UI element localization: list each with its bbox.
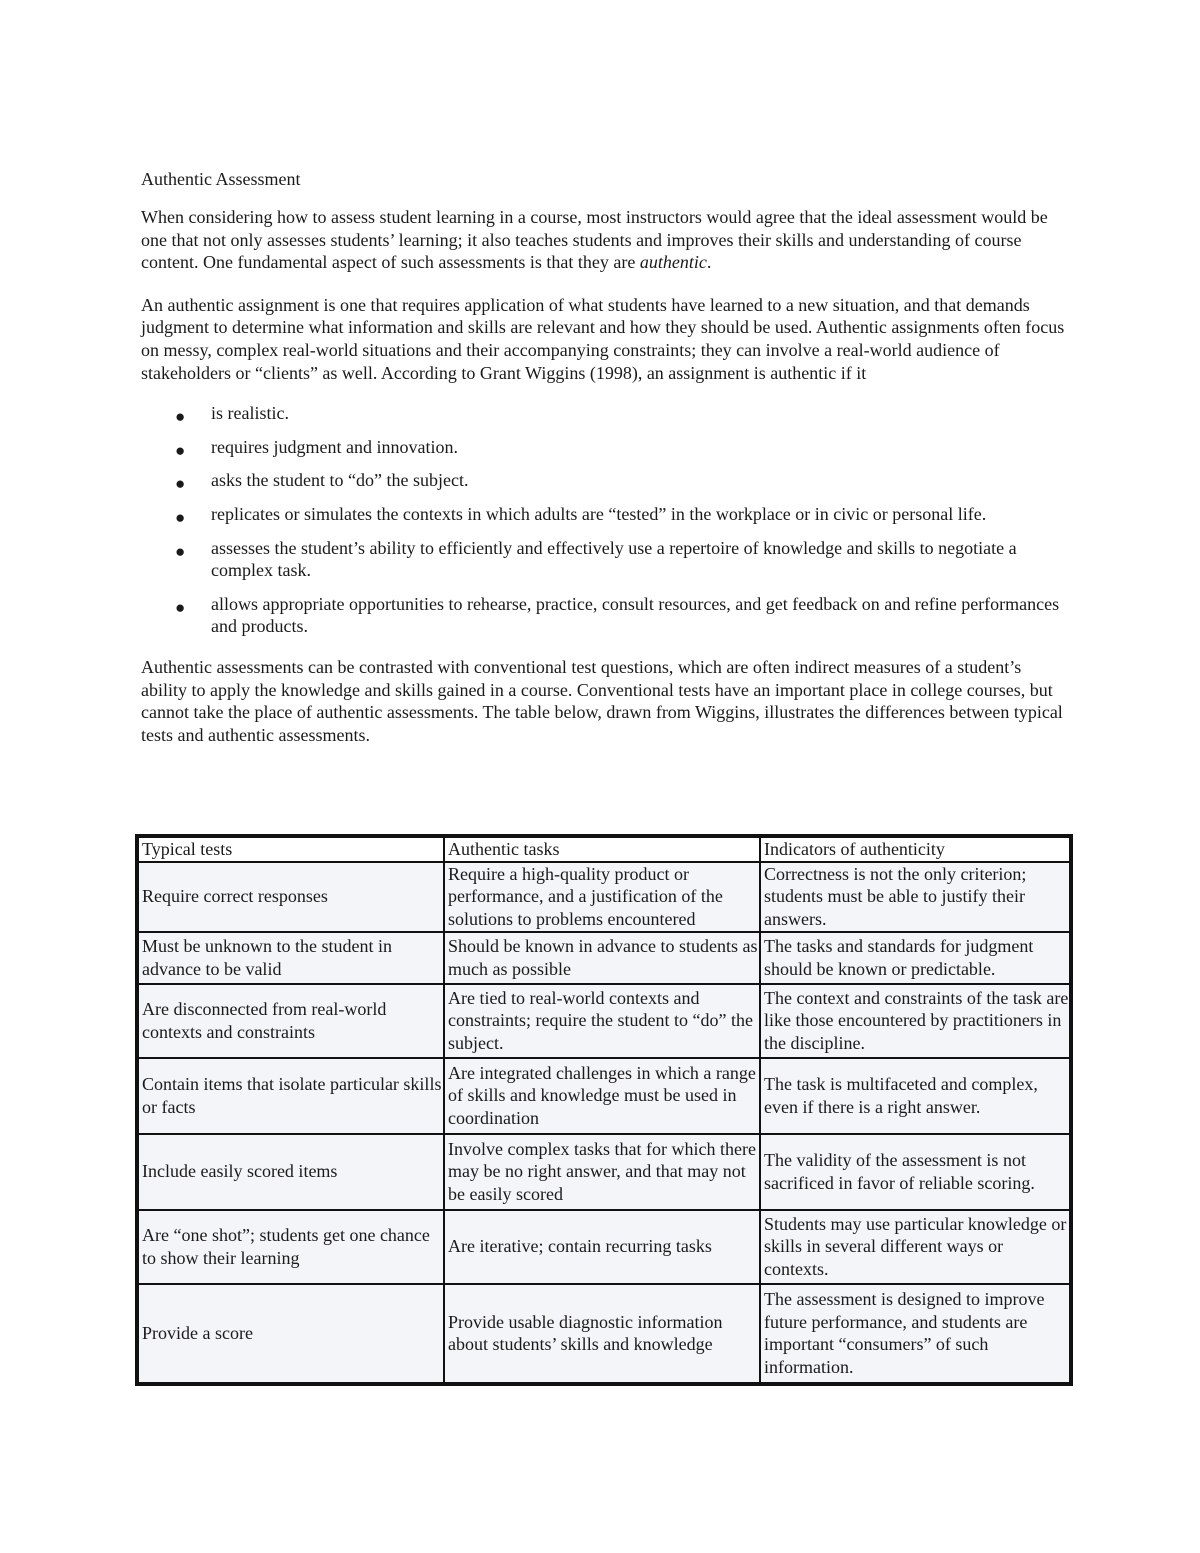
table-cell: Include easily scored items	[137, 1134, 444, 1210]
intro-emphasis: authentic	[639, 252, 707, 273]
table-cell: Correctness is not the only criterion; students must be able to justify their answers.	[760, 862, 1071, 932]
intro-paragraph	[141, 206, 1071, 274]
table-header-row	[137, 836, 1071, 862]
table-row	[137, 1134, 1071, 1210]
table-cell: Are disconnected from real-world contexts and constraints	[137, 984, 444, 1058]
list-item-text: is realistic.	[211, 403, 289, 424]
table-header-indicators: Indicators of authenticity	[760, 836, 1071, 862]
table-cell: The tasks and standards for judgment should be known or predictable.	[760, 932, 1071, 984]
bullet-icon: ●	[175, 440, 186, 460]
table-row	[137, 1058, 1071, 1134]
table-cell: Provide usable diagnostic information about students’ skills and knowledge	[444, 1284, 760, 1384]
table-cell: Must be unknown to the student in advance to be valid	[137, 932, 444, 984]
list-item	[141, 537, 1071, 582]
list-item	[141, 436, 1071, 459]
table-cell: Are “one shot”; students get one chance to show their learning	[137, 1210, 444, 1284]
table-row	[137, 1284, 1071, 1384]
table-row	[137, 984, 1071, 1058]
table-header-typical: Typical tests	[137, 836, 444, 862]
table-cell: Provide a score	[137, 1284, 444, 1384]
bullet-icon: ●	[175, 474, 186, 494]
table-header-authentic: Authentic tasks	[444, 836, 760, 862]
list-item	[141, 503, 1071, 526]
intro-end: .	[706, 252, 712, 273]
bullet-icon: ●	[175, 507, 186, 527]
table-cell: The task is multifaceted and complex, even if there is a right answer.	[760, 1058, 1071, 1134]
table-cell: Involve complex tasks that for which there may be no right answer, and that may not be easily scored	[444, 1134, 760, 1210]
table-cell: Students may use particular knowledge or skills in several different ways or contexts.	[760, 1210, 1071, 1284]
list-item	[141, 593, 1071, 638]
table-cell: Are tied to real-world contexts and constraints; require the student to “do” the subject.	[444, 984, 760, 1058]
list-item	[141, 469, 1071, 492]
contrast-paragraph: Authentic assessments can be contrasted with conventional test questions, which are often indirect measures of a student’s ability to apply the knowledge and skills gained in a course. Conventional tests have an important place in college courses, but cannot take the place of authentic assessments. The table below, drawn from Wiggins, illustrates the differences between typical tests and authentic assessments.	[141, 656, 1063, 745]
table-cell: Contain items that isolate particular skills or facts	[137, 1058, 444, 1134]
comparison-table	[135, 834, 1073, 1386]
table-cell: Should be known in advance to students as much as possible	[444, 932, 760, 984]
table-row	[137, 932, 1071, 984]
table-cell: The context and constraints of the task are like those encountered by practitioners in the discipline.	[760, 984, 1071, 1058]
bullet-icon: ●	[175, 597, 186, 617]
table-row	[137, 862, 1071, 932]
definition-paragraph: An authentic assignment is one that requires application of what students have learned to a new situation, and that demands judgment to determine what information and skills are relevant and how they should be used. Authentic assignments often focus on messy, complex real-world situations and their accompanying constraints; they can involve a real-world audience of stakeholders or “clients” as well. According to Grant Wiggins (1998), an assignment is authentic if it	[141, 294, 1065, 383]
table-cell: Require a high-quality product or performance, and a justification of the solutions to problems encountered	[444, 862, 760, 932]
list-item-text: asks the student to “do” the subject.	[211, 470, 469, 491]
intro-text: When considering how to assess student learning in a course, most instructors would agree that the ideal assessment would be one that not only assesses students’ learning; it also teaches students and improves their skills and understanding of course content. One fundamental aspect of such assessments is that they are	[141, 207, 1048, 273]
list-item-text: assesses the student’s ability to efficiently and effectively use a repertoire of knowledge and skills to negotiate a complex task.	[211, 537, 1017, 581]
table-row	[137, 1210, 1071, 1284]
table-cell: Are iterative; contain recurring tasks	[444, 1210, 760, 1284]
criteria-list	[141, 402, 1071, 638]
list-item	[141, 402, 1071, 425]
table-cell: The assessment is designed to improve future performance, and students are important “consumers” of such information.	[760, 1284, 1071, 1384]
bullet-icon: ●	[175, 541, 186, 561]
table-cell: The validity of the assessment is not sacrificed in favor of reliable scoring.	[760, 1134, 1071, 1210]
list-item-text: allows appropriate opportunities to rehearse, practice, consult resources, and get feedback on and refine performances and products.	[211, 593, 1060, 637]
document-page	[141, 168, 1071, 766]
table-cell: Require correct responses	[137, 862, 444, 932]
bullet-icon: ●	[175, 407, 186, 427]
table-cell: Are integrated challenges in which a range of skills and knowledge must be used in coordination	[444, 1058, 760, 1134]
document-title: Authentic Assessment	[141, 169, 301, 189]
list-item-text: requires judgment and innovation.	[211, 436, 458, 457]
list-item-text: replicates or simulates the contexts in which adults are “tested” in the workplace or in civic or personal life.	[211, 503, 987, 524]
